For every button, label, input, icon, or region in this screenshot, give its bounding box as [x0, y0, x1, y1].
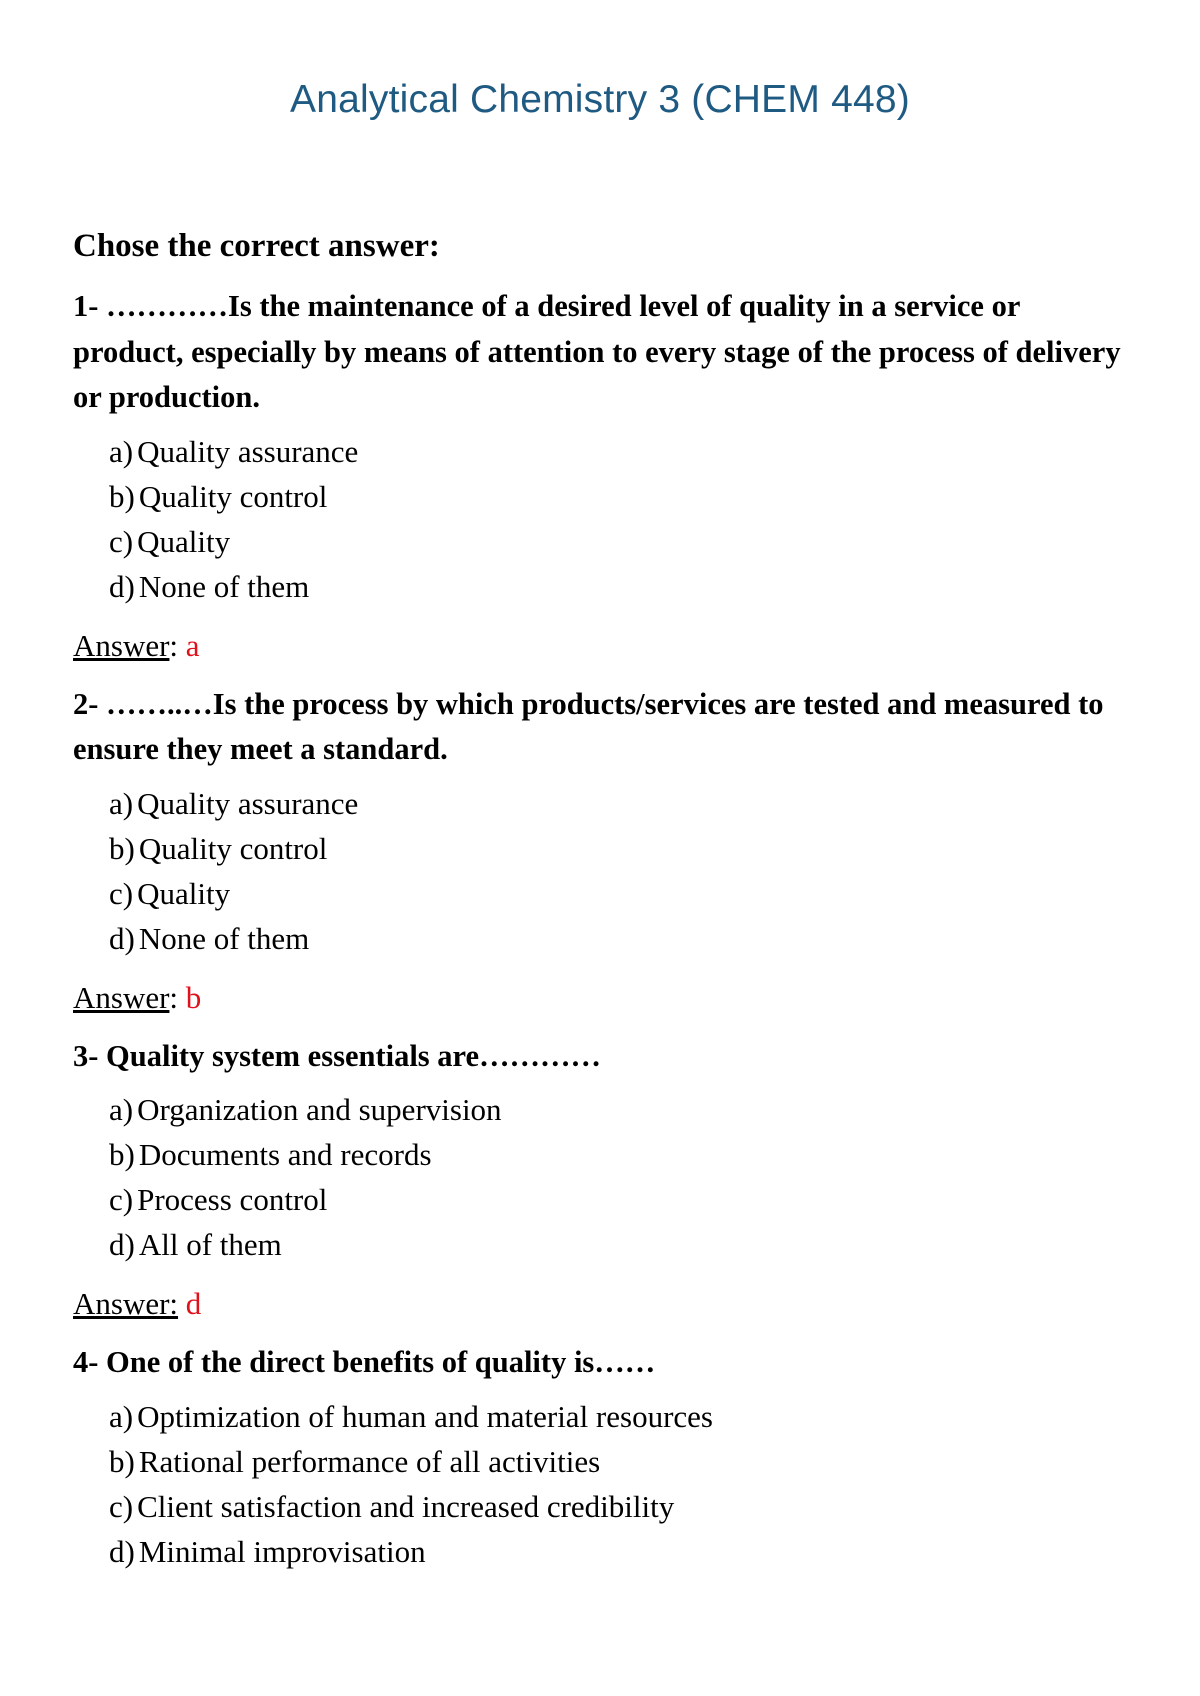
answer-label: Answer: — [73, 1286, 179, 1321]
option-item — [109, 1087, 1133, 1132]
answer-separator: : — [169, 627, 186, 663]
question-block-4 — [73, 1340, 1133, 1574]
answer-line — [73, 1281, 1133, 1326]
answer-value: b — [185, 979, 202, 1015]
option-text: Organization and supervision — [137, 1092, 502, 1127]
question-block-1 — [73, 284, 1133, 668]
option-letter: c) — [109, 1488, 134, 1524]
option-text: Quality control — [138, 830, 328, 866]
option-list — [73, 1087, 1133, 1267]
option-text: None of them — [138, 568, 310, 604]
answer-line — [73, 975, 1133, 1020]
answer-separator: : — [169, 979, 186, 1015]
option-item — [109, 519, 1133, 564]
option-item — [109, 871, 1133, 916]
option-text: Documents and records — [138, 1137, 432, 1172]
answer-separator — [178, 1286, 186, 1321]
option-text: Quality — [137, 875, 231, 911]
option-text: Quality — [137, 523, 231, 559]
answer-value: a — [185, 627, 200, 663]
question-text: 4- One of the direct benefits of quality is…… — [73, 1345, 656, 1379]
option-letter: a) — [109, 785, 134, 821]
option-item — [109, 826, 1133, 871]
option-item — [109, 474, 1133, 519]
option-letter: a) — [109, 1092, 134, 1127]
option-item — [109, 1439, 1133, 1484]
option-item — [109, 1177, 1133, 1222]
option-letter: d) — [109, 1533, 135, 1569]
question-text: 1- …………Is the maintenance of a desired level of quality in a service or product, especially by means of attention to every stage of the process of delivery or production. — [73, 289, 1121, 414]
option-letter: b) — [109, 478, 135, 514]
option-letter: c) — [109, 875, 134, 911]
option-letter: d) — [109, 568, 135, 604]
option-item — [109, 1484, 1133, 1529]
document-title: Analytical Chemistry 3 (CHEM 448) — [290, 78, 910, 121]
question-block-3 — [73, 1034, 1133, 1327]
answer-value: d — [185, 1286, 202, 1321]
option-text: All of them — [138, 1227, 282, 1262]
option-text: Client satisfaction and increased credibility — [137, 1488, 675, 1524]
option-letter: a) — [109, 433, 134, 469]
option-text: Quality assurance — [137, 785, 359, 821]
answer-label: Answer — [73, 627, 170, 663]
option-list — [73, 1394, 1133, 1574]
option-letter: b) — [109, 830, 135, 866]
option-item — [109, 781, 1133, 826]
option-item — [109, 429, 1133, 474]
option-letter: c) — [109, 523, 134, 559]
option-text: Quality control — [138, 478, 328, 514]
option-list — [73, 781, 1133, 961]
option-list — [73, 429, 1133, 609]
option-item — [109, 1222, 1133, 1267]
question-block-2 — [73, 682, 1133, 1020]
option-letter: b) — [109, 1137, 135, 1172]
quiz-content — [73, 226, 1133, 1574]
option-text: Optimization of human and material resources — [137, 1398, 713, 1434]
option-text: Rational performance of all activities — [138, 1443, 601, 1479]
answer-line — [73, 623, 1133, 668]
question-text: 2- ……..…Is the process by which products/services are tested and measured to ensure they meet a standard. — [73, 686, 1104, 766]
option-letter: b) — [109, 1443, 135, 1479]
option-text: None of them — [138, 920, 310, 956]
option-item — [109, 1394, 1133, 1439]
answer-label: Answer — [73, 979, 170, 1015]
option-letter: c) — [109, 1182, 134, 1217]
option-letter: a) — [109, 1398, 134, 1434]
option-item — [109, 916, 1133, 961]
instruction-text: Chose the correct answer: — [73, 228, 440, 264]
option-letter: d) — [109, 1227, 135, 1262]
option-text: Minimal improvisation — [138, 1533, 426, 1569]
question-text: 3- Quality system essentials are………… — [73, 1038, 602, 1073]
option-item — [109, 564, 1133, 609]
option-item — [109, 1132, 1133, 1177]
option-text: Process control — [137, 1182, 328, 1217]
option-letter: d) — [109, 920, 135, 956]
option-text: Quality assurance — [137, 433, 359, 469]
option-item — [109, 1529, 1133, 1574]
